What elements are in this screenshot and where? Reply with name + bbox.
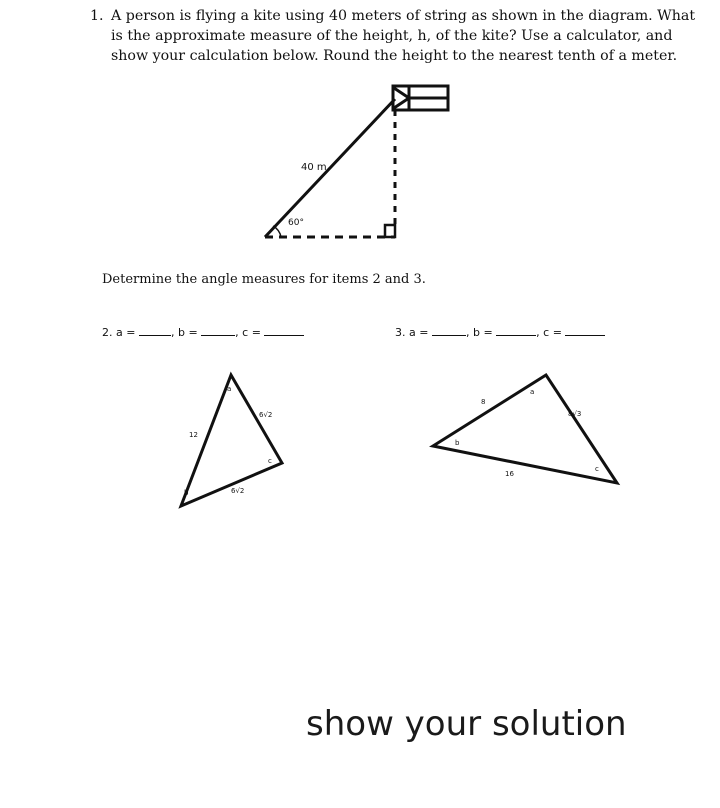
item-2-b-blank[interactable] [201, 326, 235, 336]
kite-diagram [265, 86, 448, 237]
item-2-c-label: , c = [235, 326, 261, 339]
triangle-3-vertex-b: b [455, 439, 460, 447]
string-length-label: 40 m [301, 162, 327, 173]
triangle-2-side-bottom: 6√2 [231, 487, 245, 495]
item-2-answers [102, 326, 304, 339]
triangle-3-side-top: 8 [481, 398, 486, 406]
item-3-c-label: , c = [536, 326, 562, 339]
kite-icon [393, 86, 448, 110]
item-3-c-blank[interactable] [565, 326, 605, 336]
item-3-a-label: a = [409, 326, 429, 339]
triangle-2-vertex-b: b [184, 489, 189, 497]
triangle-3-vertex-c: c [595, 465, 599, 473]
item-2-b-label: , b = [170, 326, 198, 339]
question-1-number: 1. [90, 8, 104, 24]
item-2-a-label: a = [116, 326, 136, 339]
question-1-line-2: is the approximate measure of the height, h, of the kite? Use a calculator, and [111, 28, 673, 44]
angle-label: 60° [288, 218, 304, 228]
item-3-b-label: , b = [465, 326, 493, 339]
triangle-2-side-left: 12 [189, 431, 198, 439]
item-3-answers [395, 326, 605, 339]
triangle-2-vertex-a: a [227, 385, 232, 393]
solution-prompt: show your solution [306, 704, 627, 744]
triangle-3-side-bottom: 16 [505, 470, 514, 478]
question-1-line-3: show your calculation below. Round the height to the nearest tenth of a meter. [111, 48, 678, 64]
triangle-item-3 [433, 375, 617, 483]
triangle-2-vertex-c: c [268, 457, 272, 465]
item-2-a-blank[interactable] [139, 326, 171, 336]
item-3-b-blank[interactable] [496, 326, 536, 336]
right-angle-mark [385, 225, 395, 237]
item-3-number: 3. [395, 326, 406, 339]
triangle-3-vertex-a: a [530, 388, 535, 396]
item-3-a-blank[interactable] [432, 326, 466, 336]
triangle-item-2 [181, 375, 282, 506]
question-1-line-1: A person is flying a kite using 40 meters of string as shown in the diagram. What [111, 8, 696, 24]
triangle-3-shape [433, 375, 617, 483]
triangle-2-side-right: 6√2 [259, 411, 273, 419]
triangle-3-side-right: 8√3 [568, 410, 582, 418]
kite-string [265, 99, 395, 237]
item-2-c-blank[interactable] [264, 326, 304, 336]
angle-instruction: Determine the angle measures for items 2 and 3. [102, 272, 426, 287]
item-2-number: 2. [102, 326, 113, 339]
